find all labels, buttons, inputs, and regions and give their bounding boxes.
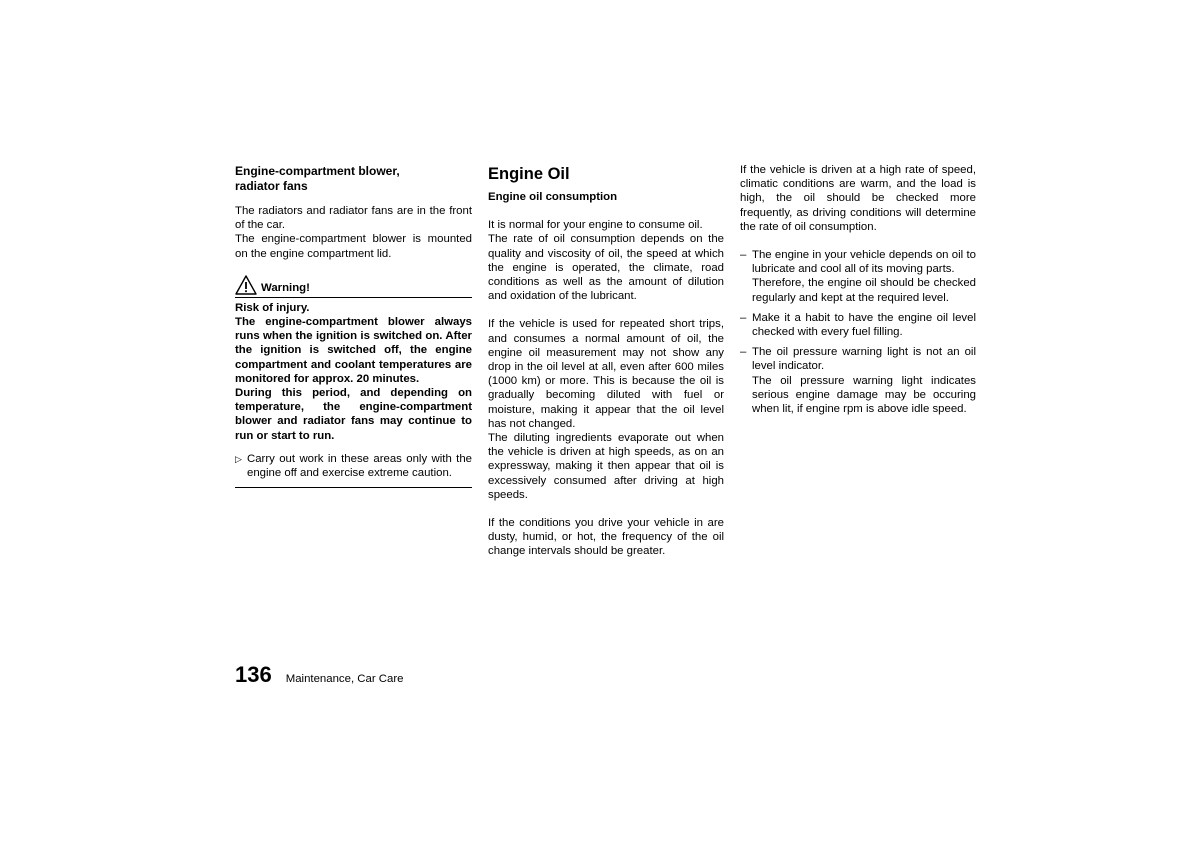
dash-bullet: – bbox=[740, 346, 747, 359]
warning-text: The engine-compartment blower always runs when the ignition is switched on. After the ignition is switched off, the engine compartment and coolant temperatures are monitored for approx. 20 minutes. bbox=[235, 316, 472, 385]
warning-instruction-text: Carry out work in these areas only with the engine off and exercise extreme caution. bbox=[247, 452, 472, 480]
column-middle bbox=[488, 164, 724, 559]
paragraph: If the vehicle is driven at a high rate of speed, climatic conditions are warm, and the load is high, the oil should be checked more frequently, as driving conditions will determine the rate of oil consumption. bbox=[740, 164, 976, 233]
paragraph: If the conditions you drive your vehicle in are dusty, humid, or hot, the frequency of the oil change intervals should be greater. bbox=[488, 517, 724, 558]
warning-instructions bbox=[235, 452, 472, 488]
paragraph: The engine-compartment blower is mounted on the engine compartment lid. bbox=[235, 233, 472, 260]
list-item-text: The engine in your vehicle depends on oil to lubricate and cool all of its moving parts. bbox=[752, 249, 976, 276]
section-name: Maintenance, Car Care bbox=[285, 673, 404, 685]
warning-instruction-item bbox=[235, 452, 472, 480]
list-item bbox=[740, 345, 976, 416]
bullet-triangle-icon: ▷ bbox=[235, 453, 242, 464]
paragraph: The rate of oil consumption depends on the quality and viscosity of oil, the speed at which the engine is operated, the climate, road conditions as well as the amount of dilution and oxidation of the lubricant. bbox=[488, 233, 724, 303]
list-item bbox=[740, 311, 976, 339]
warning-label: Warning! bbox=[261, 281, 310, 294]
warning-header bbox=[235, 275, 472, 298]
page-title: Engine Oil bbox=[488, 165, 570, 183]
warning-body bbox=[235, 298, 472, 488]
list-item bbox=[740, 248, 976, 305]
list-item-text: Make it a habit to have the engine oil level checked with every fuel filling. bbox=[752, 311, 976, 339]
column-left bbox=[235, 164, 472, 488]
section-heading-line2: radiator fans bbox=[235, 178, 308, 193]
dash-bullet: – bbox=[740, 311, 747, 324]
warning-triangle-icon bbox=[235, 275, 257, 295]
warning-text: During this period, and depending on temperature, the engine-compartment blower and radiator fans may continue to run or start to run. bbox=[235, 387, 472, 442]
column-right bbox=[740, 163, 976, 422]
oil-tips-list bbox=[740, 248, 976, 416]
list-item-text: The oil pressure warning light is not an oil level indicator. bbox=[752, 346, 976, 373]
paragraph: The diluting ingredients evaporate out when the vehicle is driven at high speeds, as on an expressway, making it then appear that oil is excessively consumed after driving at high speeds. bbox=[488, 432, 724, 501]
paragraph: It is normal for your engine to consume oil. bbox=[488, 219, 703, 232]
subsection-heading: Engine oil consumption bbox=[488, 191, 618, 203]
section-heading-line1: Engine-compartment blower, bbox=[235, 164, 400, 178]
list-item-text: Therefore, the engine oil should be checked regularly and kept at the required level. bbox=[752, 277, 976, 304]
paragraph: The radiators and radiator fans are in the front of the car. bbox=[235, 205, 472, 232]
paragraph: If the vehicle is used for repeated short trips, and consumes a normal amount of oil, the engine oil measurement may not show any drop in the oil level at all, even after 600 miles (1000 km) or more. This is because the oil is gradually becoming diluted with fuel or moisture, making it appear that the oil level has not changed. bbox=[488, 318, 724, 430]
dash-bullet: – bbox=[740, 249, 747, 262]
section-heading bbox=[235, 164, 472, 193]
page-number: 136 bbox=[235, 662, 272, 687]
page-footer bbox=[235, 662, 403, 688]
warning-risk: Risk of injury. bbox=[235, 301, 310, 314]
list-item-text: The oil pressure warning light indicates serious engine damage may be occuring when lit, if engine rpm is above idle speed. bbox=[752, 374, 976, 416]
